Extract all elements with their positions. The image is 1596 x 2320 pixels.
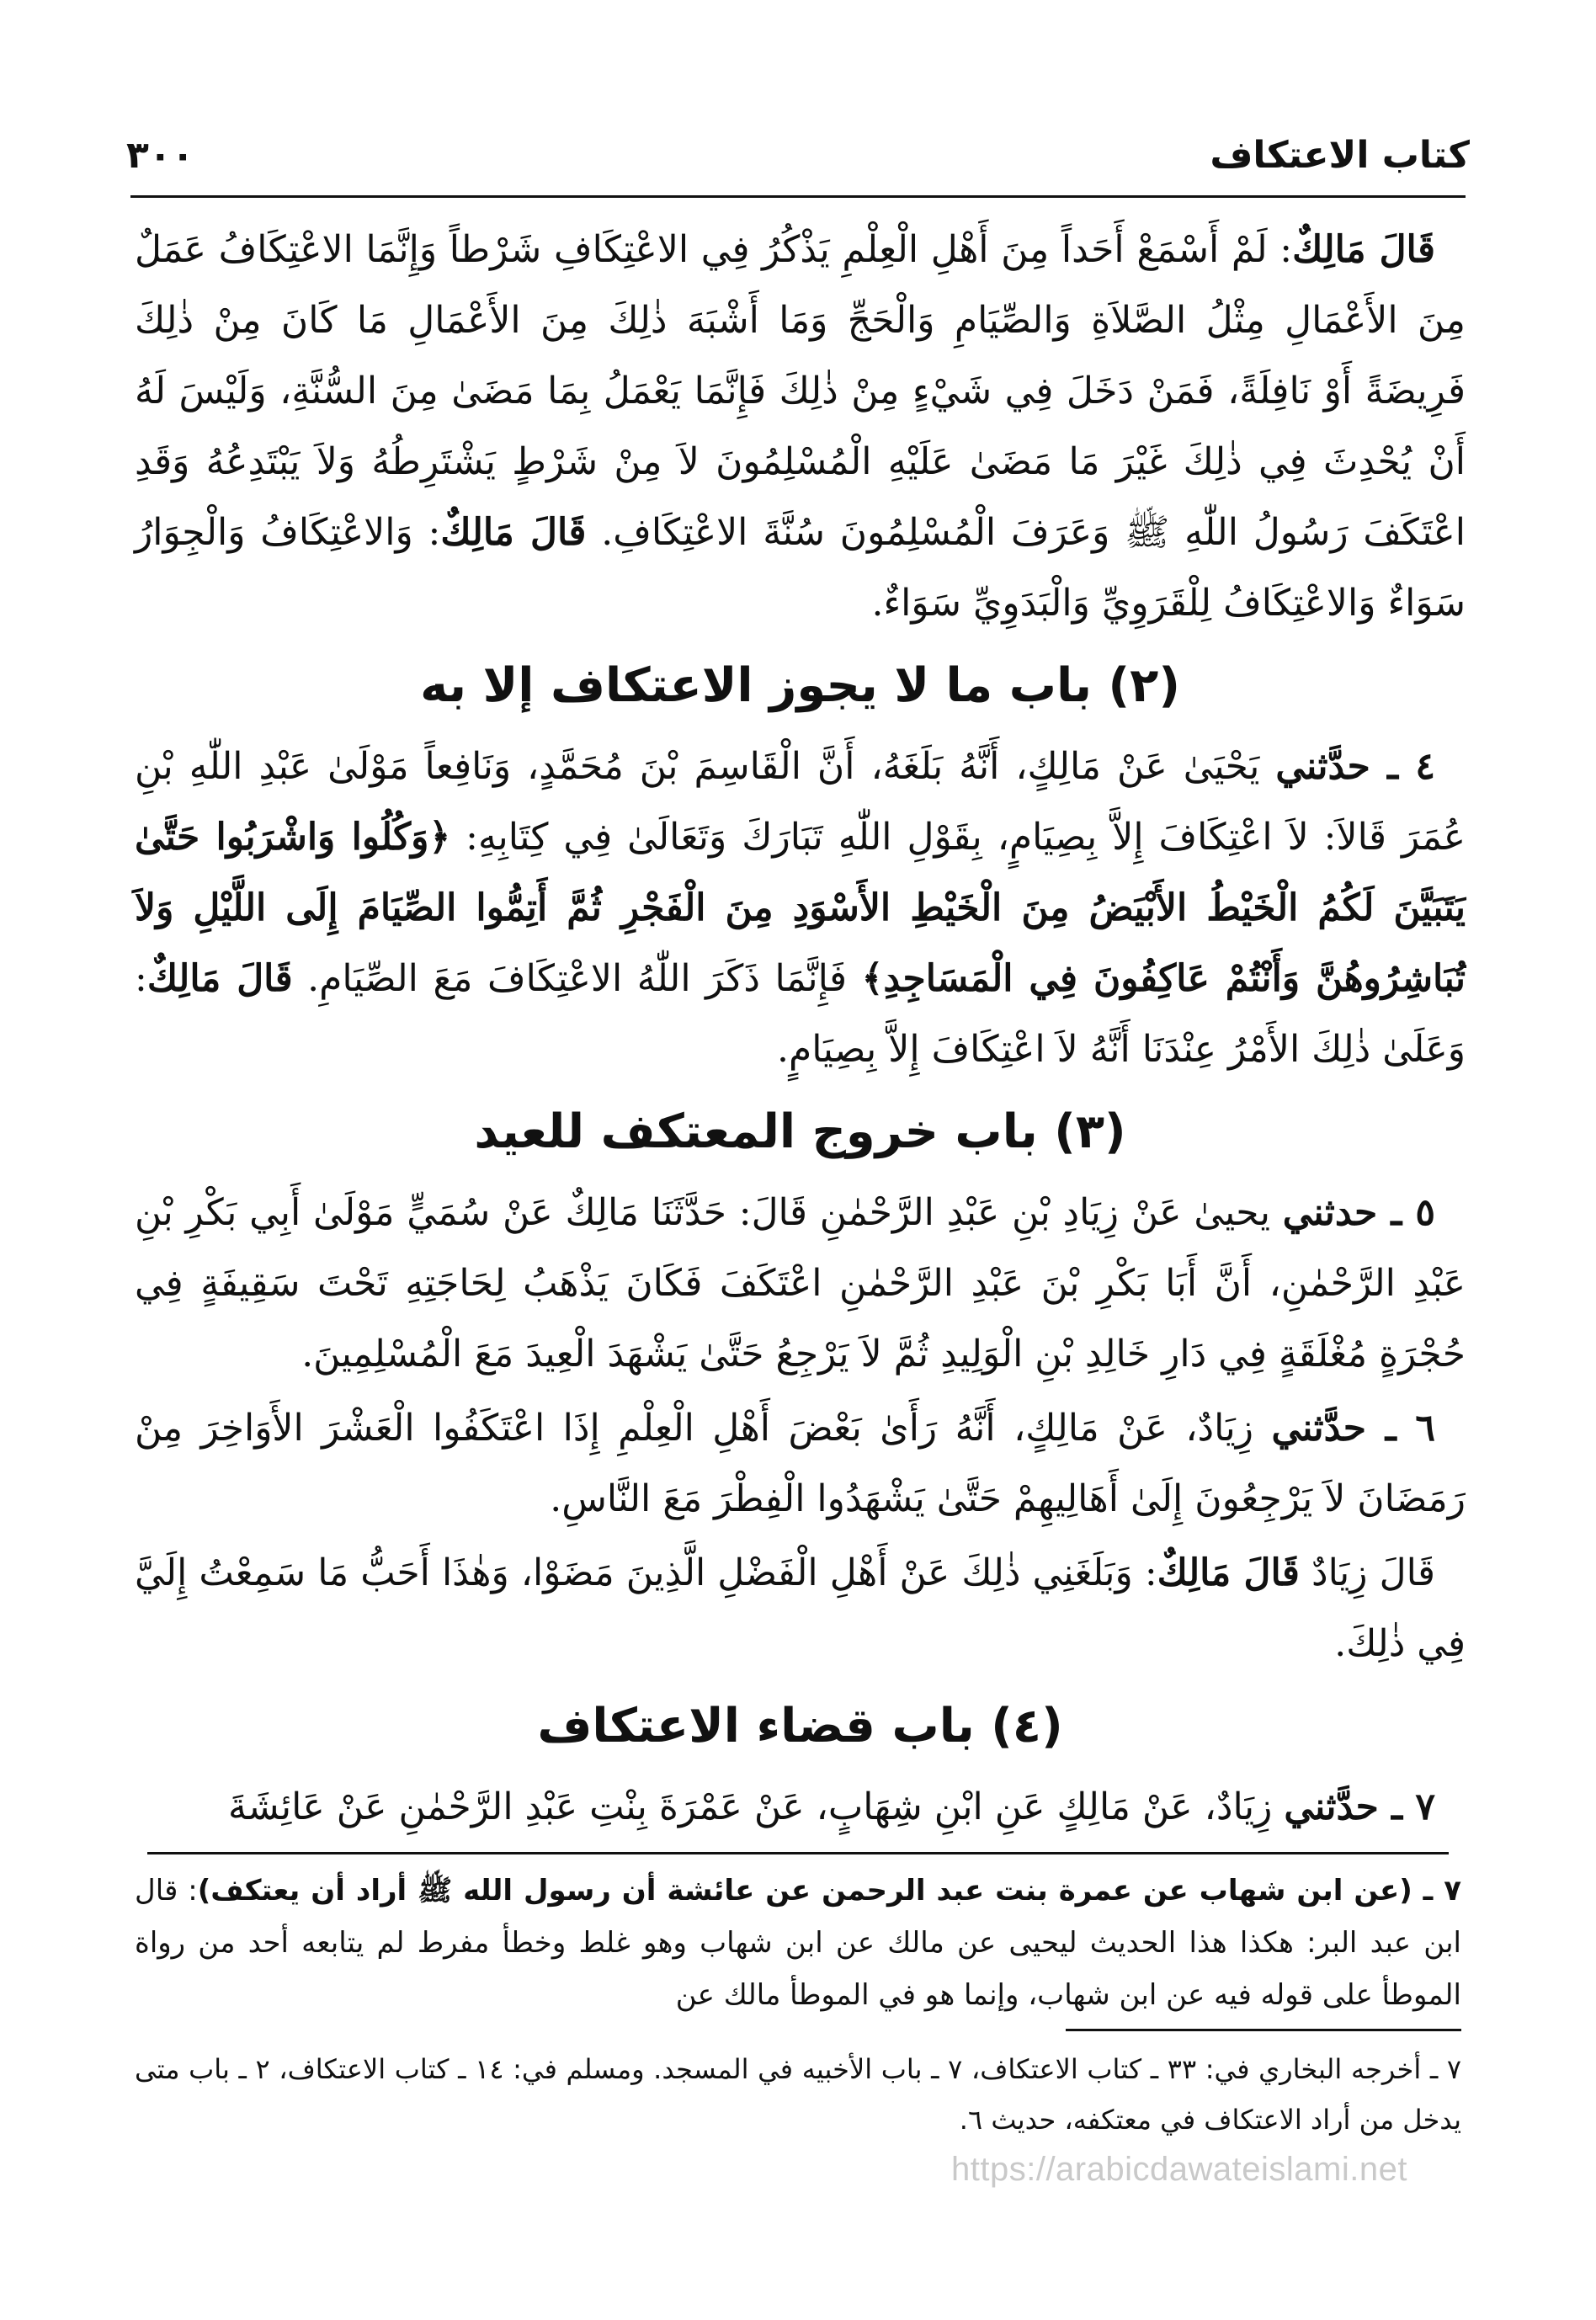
hadith-label: ٤ ـ حدَّثني (1275, 745, 1435, 788)
ziyad-statement (135, 1538, 1466, 1679)
footnote-text: : قال ابن عبد البر: هكذا هذا الحديث ليحيى عن مالك عن ابن شهاب وهو غلط وخطأ مفرط لم يتابعه أحد من رواة الموطأ على قوله فيه عن ابن شهاب، وإنما هو في الموطأ مالك عن (135, 1874, 1461, 2012)
paragraph-malik-statement (135, 215, 1466, 639)
hadith-text: زِيَادٌ، عَنْ مَالِكٍ، أَنَّهُ رَأَىٰ بَعْضَ أَهْلِ الْعِلْمِ إِذَا اعْتَكَفُوا الْعَشْرَ الأَوَاخِرَ مِنْ رَمَضَانَ لاَ يَرْجِعُونَ إِلَىٰ أَهَالِيهِمْ حَتَّىٰ يَشْهَدُوا الْفِطْرَ مَعَ النَّاسِ. (135, 1407, 1466, 1520)
main-text (135, 215, 1466, 1843)
hadith-text: زِيَادٌ، عَنْ مَالِكٍ عَنِ ابْنِ شِهَابٍ، عَنْ عَمْرَةَ بِنْتِ عَبْدِ الرَّحْمٰنِ عَنْ عَائِشَةَ (228, 1785, 1285, 1828)
paragraph-text: : وَالاعْتِكَافُ وَالْجِوَارُ سَوَاءٌ وَالاعْتِكَافُ لِلْقَرَوِيِّ وَالْبَدَوِيِّ سَوَاءٌ. (135, 511, 1466, 625)
paragraph-text: : وَبَلَغَنِي ذٰلِكَ عَنْ أَهْلِ الْفَضْلِ الَّذِينَ مَضَوْا، وَهٰذَا أَحَبُّ مَا سَمِعْتُ إِلَيَّ فِي ذٰلِكَ. (135, 1551, 1466, 1665)
page-number: ٣٠٠ (126, 134, 194, 177)
speaker-label: قَالَ مَالِكٌ (1292, 228, 1435, 271)
references-divider (1066, 2029, 1461, 2031)
quran-verse: ﴿وَكُلُوا وَاشْرَبُوا حَتَّىٰ يَتَبَيَّنَ لَكُمُ الْخَيْطُ الأَبْيَضُ مِنَ الْخَيْطِ الأَسْوَدِ مِنَ الْفَجْرِ ثُمَّ أَتِمُّوا الصِّيَامَ إِلَى اللَّيْلِ وَلاَ تُبَاشِرُوهُنَّ وَأَنْتُمْ عَاكِفُونَ فِي الْمَسَاجِدِ﴾ (135, 816, 1466, 1000)
page-header (126, 130, 1470, 189)
speaker-label: قَالَ مَالِكٌ (440, 511, 587, 554)
reference-text: ٧ ـ أخرجه البخاري في: ٣٣ ـ كتاب الاعتكاف، ٧ ـ باب الأخبيه في المسجد. ومسلم في: ١٤ ـ كتاب الاعتكاف، ٢ ـ باب متى يدخل من أراد الاعتكاف في معتكفه، حديث ٦. (135, 2053, 1462, 2136)
speaker-label: قَالَ مَالِكٌ (1157, 1551, 1300, 1594)
hadith-text: فَإِنَّمَا ذَكَرَ اللّٰهُ الاعْتِكَافَ مَعَ الصِّيَامِ. (292, 957, 862, 1000)
hadith-label: ٦ ـ حدَّثني (1271, 1407, 1435, 1450)
hadith-4 (135, 732, 1466, 1085)
hadith-text: : وَعَلَىٰ ذٰلِكَ الأَمْرُ عِنْدَنَا أَنَّهُ لاَ اعْتِكَافَ إِلاَّ بِصِيَامٍ. (135, 957, 1466, 1071)
speaker-label: قَالَ مَالِكٌ (146, 957, 293, 1000)
header-divider (130, 195, 1466, 198)
hadith-label: ٧ ـ حدَّثني (1284, 1785, 1435, 1828)
paragraph-text: : لَمْ أَسْمَعْ أَحَداً مِنَ أَهْلِ الْعِلْمِ يَذْكُرُ فِي الاعْتِكَافِ شَرْطاً وَإِنَّمَا الاعْتِكَافُ عَمَلٌ مِنَ الأَعْمَالِ مِثْلُ الصَّلاَةِ وَالصِّيَامِ وَالْحَجِّ وَمَا أَشْبَهَ ذٰلِكَ مِنَ الأَعْمَالِ مَا كَانَ مِنْ ذٰلِكَ فَرِيضَةً أَوْ نَافِلَةً، فَمَنْ دَخَلَ فِي شَيْءٍ مِنْ ذٰلِكَ فَإِنَّمَا يَعْمَلُ بِمَا مَضَىٰ مِنَ السُّنَّةِ، وَلَيْسَ لَهُ أَنْ يُحْدِثَ فِي ذٰلِكَ غَيْرَ مَا مَضَىٰ عَلَيْهِ الْمُسْلِمُونَ لاَ مِنْ شَرْطٍ يَشْتَرِطُهُ وَلاَ يَبْتَدِعُهُ وَقَدِ اعْتَكَفَ رَسُولُ اللّٰهِ ﷺ وَعَرَفَ الْمُسْلِمُونَ سُنَّةَ الاعْتِكَافِ. (135, 228, 1466, 554)
commentary-footnote (135, 1865, 1461, 2021)
hadith-text: يحيىٰ عَنْ زِيَادِ بْنِ عَبْدِ الرَّحْمٰنِ قَالَ: حَدَّثَنَا مَالِكٌ عَنْ سُمَيٍّ مَوْلَىٰ أَبِي بَكْرِ بْنِ عَبْدِ الرَّحْمٰنِ، أَنَّ أَبَا بَكْرِ بْنَ عَبْدِ الرَّحْمٰنِ اعْتَكَفَ فَكَانَ يَذْهَبُ لِحَاجَتِهِ تَحْتَ سَقِيفَةٍ فِي حُجْرَةٍ مُغْلَقَةٍ فِي دَارِ خَالِدِ بْنِ الْوَلِيدِ ثُمَّ لاَ يَرْجِعُ حَتَّىٰ يَشْهَدَ الْعِيدَ مَعَ الْمُسْلِمِينَ. (135, 1191, 1466, 1376)
hadith-7 (135, 1772, 1466, 1843)
chapter-heading-4: (٤) باب قضاء الاعتكاف (537, 1699, 1063, 1753)
takhrij-reference (135, 2044, 1461, 2145)
footnote-divider (147, 1852, 1449, 1854)
hadith-label: ٥ ـ حدثني (1282, 1191, 1435, 1234)
hadith-text: يَحْيَىٰ عَنْ مَالِكٍ، أَنَّهُ بَلَغَهُ، أَنَّ الْقَاسِمَ بْنَ مُحَمَّدٍ، وَنَافِعاً مَوْلَىٰ عَبْدِ اللّٰهِ بْنِ عُمَرَ قَالاَ: لاَ اعْتِكَافَ إِلاَّ بِصِيَامٍ، بِقَوْلِ اللّٰهِ تَبَارَكَ وَتَعَالَىٰ فِي كِتَابِهِ: (135, 745, 1466, 859)
footnote-heading: ٧ ـ (عن ابن شهاب عن عمرة بنت عبد الرحمن عن عائشة أن رسول الله ﷺ أراد أن يعتكف) (197, 1874, 1461, 1908)
paragraph-text: قَالَ زِيَادٌ (1299, 1551, 1436, 1594)
watermark-url: https://arabicdawateislami.net (951, 2151, 1407, 2188)
chapter-heading-2: (٢) باب ما لا يجوز الاعتكاف إلا به (420, 658, 1180, 713)
hadith-5 (135, 1178, 1466, 1390)
chapter-heading-3: (٣) باب خروج المعتكف للعيد (474, 1104, 1126, 1159)
running-title: كتاب الاعتكاف (1210, 134, 1470, 177)
hadith-6 (135, 1393, 1466, 1535)
